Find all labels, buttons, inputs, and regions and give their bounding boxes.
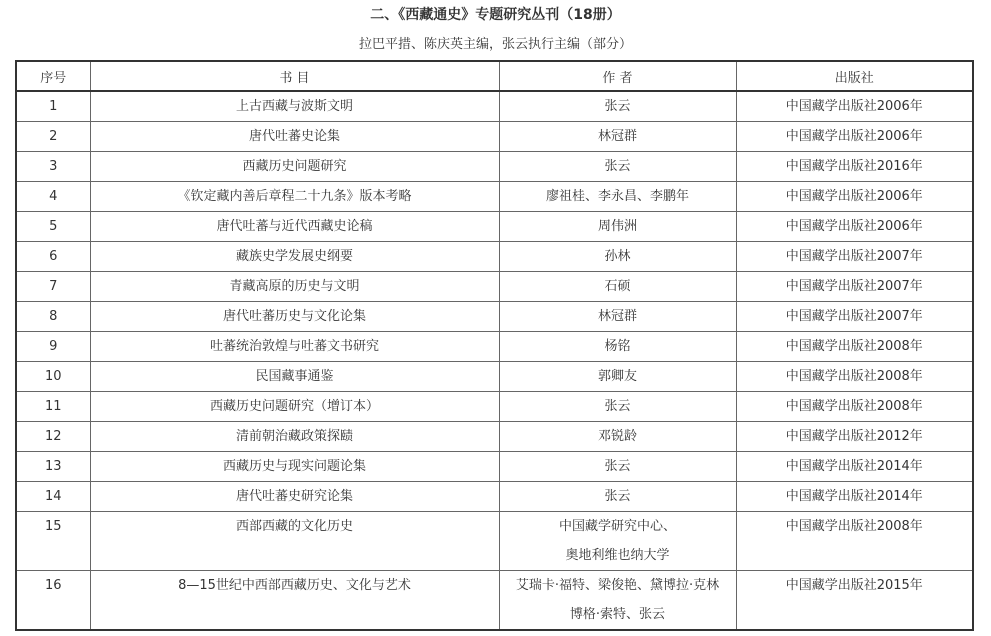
book-author-line: 博格·索特、张云 bbox=[569, 607, 666, 622]
table-row bbox=[16, 362, 973, 392]
row-number: 9 bbox=[16, 332, 90, 362]
column-header-number: 序号 bbox=[16, 61, 90, 91]
table-row bbox=[16, 571, 973, 631]
table-row bbox=[16, 182, 973, 212]
book-title: 西部西藏的文化历史 bbox=[90, 512, 499, 571]
book-title: 西藏历史问题研究 bbox=[90, 152, 499, 182]
row-number: 8 bbox=[16, 302, 90, 332]
book-publisher: 中国藏学出版社2007年 bbox=[736, 242, 973, 272]
book-author: 林冠群 bbox=[499, 302, 736, 332]
document-title: 二、《西藏通史》专题研究丛刊（18册） bbox=[370, 7, 621, 23]
column-header-book: 书 目 bbox=[90, 61, 499, 91]
table-row bbox=[16, 91, 973, 122]
book-title: 西藏历史问题研究（增订本） bbox=[90, 392, 499, 422]
book-author: 张云 bbox=[499, 152, 736, 182]
book-publisher: 中国藏学出版社2016年 bbox=[736, 152, 973, 182]
table-row bbox=[16, 482, 973, 512]
book-author bbox=[499, 512, 736, 571]
table-row bbox=[16, 452, 973, 482]
column-header-publisher: 出版社 bbox=[736, 61, 973, 91]
row-number: 10 bbox=[16, 362, 90, 392]
book-publisher: 中国藏学出版社2007年 bbox=[736, 272, 973, 302]
book-title: 唐代吐蕃史研究论集 bbox=[90, 482, 499, 512]
book-publisher: 中国藏学出版社2006年 bbox=[736, 182, 973, 212]
book-author: 张云 bbox=[499, 452, 736, 482]
row-number: 3 bbox=[16, 152, 90, 182]
book-publisher: 中国藏学出版社2006年 bbox=[736, 122, 973, 152]
row-number: 11 bbox=[16, 392, 90, 422]
book-author: 张云 bbox=[499, 91, 736, 122]
book-author-line: 奥地利维也纳大学 bbox=[565, 548, 670, 563]
table-row bbox=[16, 152, 973, 182]
book-author: 林冠群 bbox=[499, 122, 736, 152]
book-author: 邓锐龄 bbox=[499, 422, 736, 452]
book-publisher: 中国藏学出版社2006年 bbox=[736, 212, 973, 242]
row-number: 5 bbox=[16, 212, 90, 242]
book-title: 唐代吐蕃史论集 bbox=[90, 122, 499, 152]
book-title: 民国藏事通鉴 bbox=[90, 362, 499, 392]
row-number: 14 bbox=[16, 482, 90, 512]
book-publisher: 中国藏学出版社2012年 bbox=[736, 422, 973, 452]
book-author: 杨铭 bbox=[499, 332, 736, 362]
row-number: 13 bbox=[16, 452, 90, 482]
book-list-table bbox=[15, 60, 974, 631]
table-header-row bbox=[16, 61, 973, 91]
table-row bbox=[16, 212, 973, 242]
book-publisher: 中国藏学出版社2015年 bbox=[736, 571, 973, 631]
column-header-author: 作 者 bbox=[499, 61, 736, 91]
book-author: 孙林 bbox=[499, 242, 736, 272]
book-title: 唐代吐蕃历史与文化论集 bbox=[90, 302, 499, 332]
table-row bbox=[16, 332, 973, 362]
row-number: 4 bbox=[16, 182, 90, 212]
row-number: 6 bbox=[16, 242, 90, 272]
table-row bbox=[16, 512, 973, 571]
book-author: 周伟洲 bbox=[499, 212, 736, 242]
book-publisher: 中国藏学出版社2008年 bbox=[736, 392, 973, 422]
table-row bbox=[16, 242, 973, 272]
row-number: 1 bbox=[16, 91, 90, 122]
table-row bbox=[16, 392, 973, 422]
table-row bbox=[16, 302, 973, 332]
document-subtitle: 拉巴平措、陈庆英主编，张云执行主编（部分） bbox=[358, 37, 632, 52]
book-author: 张云 bbox=[499, 482, 736, 512]
table-row bbox=[16, 122, 973, 152]
book-title: 藏族史学发展史纲要 bbox=[90, 242, 499, 272]
book-author bbox=[499, 571, 736, 631]
book-title: 吐蕃统治敦煌与吐蕃文书研究 bbox=[90, 332, 499, 362]
book-author-line: 艾瑞卡·福特、梁俊艳、黛博拉·克林 bbox=[515, 578, 720, 593]
book-title: 上古西藏与波斯文明 bbox=[90, 91, 499, 122]
book-publisher: 中国藏学出版社2008年 bbox=[736, 332, 973, 362]
book-publisher: 中国藏学出版社2014年 bbox=[736, 482, 973, 512]
book-title: 青藏高原的历史与文明 bbox=[90, 272, 499, 302]
row-number: 16 bbox=[16, 571, 90, 631]
book-publisher: 中国藏学出版社2007年 bbox=[736, 302, 973, 332]
row-number: 12 bbox=[16, 422, 90, 452]
book-author: 石硕 bbox=[499, 272, 736, 302]
book-author: 郭卿友 bbox=[499, 362, 736, 392]
row-number: 7 bbox=[16, 272, 90, 302]
book-publisher: 中国藏学出版社2008年 bbox=[736, 512, 973, 571]
book-title: 《钦定藏内善后章程二十九条》版本考略 bbox=[90, 182, 499, 212]
book-publisher: 中国藏学出版社2008年 bbox=[736, 362, 973, 392]
book-title: 西藏历史与现实问题论集 bbox=[90, 452, 499, 482]
row-number: 15 bbox=[16, 512, 90, 571]
book-title: 清前朝治藏政策探赜 bbox=[90, 422, 499, 452]
book-author-line: 中国藏学研究中心、 bbox=[558, 519, 676, 534]
book-title: 8—15世纪中西部西藏历史、文化与艺术 bbox=[90, 571, 499, 631]
row-number: 2 bbox=[16, 122, 90, 152]
book-publisher: 中国藏学出版社2014年 bbox=[736, 452, 973, 482]
book-author: 张云 bbox=[499, 392, 736, 422]
book-publisher: 中国藏学出版社2006年 bbox=[736, 91, 973, 122]
book-title: 唐代吐蕃与近代西藏史论稿 bbox=[90, 212, 499, 242]
table-row bbox=[16, 422, 973, 452]
table-row bbox=[16, 272, 973, 302]
book-author: 廖祖桂、李永昌、李鹏年 bbox=[499, 182, 736, 212]
